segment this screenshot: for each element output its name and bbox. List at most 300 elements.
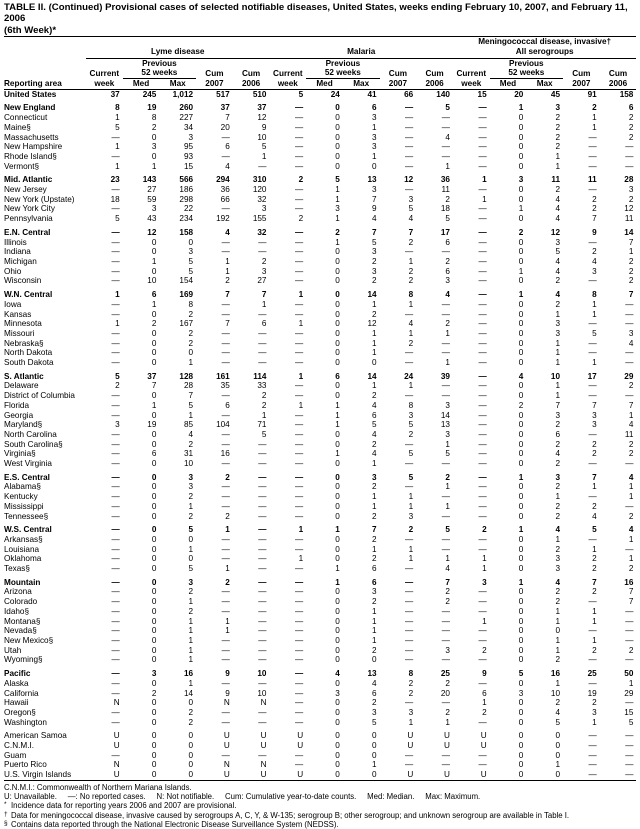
reporting-area-cell: Vermont§ [4,161,40,171]
mening-current-week-cell: — [478,459,487,469]
lyme-cum-2007-cell: 1 [225,616,230,626]
malaria-max-cell: 5 [371,717,377,727]
malaria-cum-2006-cell: 1 [445,501,450,511]
malaria-cum-2007-cell: 1 [408,381,414,391]
malaria-cum-2006-cell: 2 [445,472,450,482]
lyme-max-cell: 169 [179,290,194,300]
mening-med-cell: 1 [518,266,524,276]
lyme-cum-2007-cell: — [221,459,230,469]
malaria-cum-2006-cell: — [441,459,450,469]
lyme-current-week-cell: 23 [110,175,120,185]
mening-max-cell: 1 [555,358,560,368]
header-cum: Cum [242,68,261,78]
malaria-current-week-cell: — [294,501,304,511]
header-previous: Previous [509,58,544,68]
lyme-max-cell: 3 [188,247,194,257]
lyme-max-cell: 1 [188,544,194,554]
malaria-cum-2006-cell: 1 [445,717,450,727]
table-row [4,636,636,646]
reporting-area-cell: Texas§ [4,564,30,574]
lyme-cum-2006-cell: — [258,577,267,587]
malaria-cum-2007-cell: 8 [408,290,414,300]
mening-med-cell: 20 [514,89,524,99]
mening-cum-2007-cell: 3 [592,410,597,420]
table-row [4,185,636,195]
reporting-area-cell: Arizona [4,587,32,597]
mening-cum-2006-cell: 29 [624,371,634,381]
malaria-med-cell: 1 [335,410,340,420]
region-row [4,228,636,238]
mening-current-week-cell: — [478,636,487,645]
mening-max-cell: 4 [555,266,560,276]
mening-cum-2007-cell: 2 [592,439,597,449]
lyme-cum-2006-cell: — [258,237,267,247]
header-max: Max [159,79,196,90]
lyme-cum-2006-cell: 2 [261,400,267,410]
malaria-med-cell: 1 [335,237,340,247]
malaria-current-week-cell: — [294,606,304,616]
malaria-current-week-cell: — [294,678,304,688]
malaria-max-cell: 1 [371,636,377,645]
reporting-area-cell: New Mexico§ [4,636,54,645]
malaria-current-week-cell: 2 [298,175,304,185]
mening-cum-2007-cell: 25 [587,669,597,679]
malaria-cum-2006-cell: 2 [445,319,450,329]
lyme-med-cell: 0 [151,338,157,348]
lyme-cum-2007-cell: 4 [225,227,230,237]
mening-current-week-cell: — [478,492,487,502]
lyme-max-cell: 566 [179,175,194,185]
mening-max-cell: 10 [550,688,560,698]
mening-max-cell: 2 [555,501,560,511]
reporting-area-cell: Florida [4,400,30,410]
lyme-med-cell: 0 [151,358,157,368]
mening-max-cell: 1 [555,338,560,348]
mening-max-cell: 1 [555,606,560,616]
lyme-med-cell: 27 [147,185,157,195]
malaria-cum-2007-cell: 12 [404,175,414,185]
disease-table [4,36,636,781]
malaria-current-week-cell: — [294,358,304,368]
lyme-cum-2007-cell: 16 [220,449,230,459]
lyme-cum-2006-cell: — [258,525,267,535]
reporting-area-cell: Nevada§ [4,626,37,636]
malaria-current-week-cell: 1 [298,400,304,410]
malaria-cum-2007-cell: — [405,459,414,469]
lyme-cum-2006-cell: N [260,760,267,770]
header-2007: 2007 [563,79,600,90]
mening-med-cell: 1 [518,290,524,300]
lyme-cum-2006-cell: 1 [261,410,267,420]
malaria-max-cell: 1 [371,122,377,132]
mening-med-cell: 0 [518,299,524,309]
malaria-cum-2007-cell: 1 [408,501,414,511]
lyme-current-week-cell: U [86,770,123,780]
lyme-current-week-cell: — [111,678,120,688]
mening-cum-2007-cell: — [563,770,600,780]
footnote-star: * Incidence data for reporting years 2006 and 2007 are provisional. [4,801,237,811]
lyme-cum-2006-cell: — [258,636,267,645]
lyme-med-cell: 10 [147,276,157,286]
mening-med-cell: 0 [518,587,524,597]
mening-max-cell: 1 [555,151,560,161]
malaria-cum-2006-cell: 5 [445,525,450,535]
reporting-area-cell: West Virginia [4,459,52,469]
footnote-cnmi: C.N.M.I.: Commonwealth of Northern Mariana Islands. [4,782,192,792]
lyme-cum-2007-cell: — [221,237,230,247]
lyme-cum-2006-cell: — [258,492,267,502]
malaria-med-cell: 0 [335,309,340,319]
malaria-cum-2007-cell: — [405,161,414,171]
malaria-cum-2007-cell: — [405,358,414,368]
lyme-med-cell: 0 [151,472,157,482]
lyme-cum-2006-cell: 1 [261,151,267,161]
header-week: week [453,79,490,90]
lyme-med-cell: 0 [151,616,157,626]
reporting-area-cell: Ohio [4,266,22,276]
lyme-current-week-cell: 1 [115,142,120,152]
mening-cum-2006-cell: — [625,760,634,770]
mening-cum-2006-cell: 3 [628,328,634,338]
lyme-med-cell: 0 [151,636,157,645]
lyme-max-cell: 0 [159,770,196,780]
lyme-max-cell: 3 [188,132,194,142]
lyme-med-cell: 0 [151,717,157,727]
table-row [4,123,636,133]
mening-cum-2006-cell: 14 [624,227,634,237]
mening-max-cell: 45 [550,89,560,99]
mening-max-cell: 4 [555,525,560,535]
mening-cum-2007-cell: 7 [592,400,597,410]
malaria-med-cell: 0 [335,750,340,760]
table-row [4,411,636,421]
table-row [4,741,636,751]
malaria-max-cell: 2 [371,391,377,401]
malaria-current-week-cell: — [294,544,304,554]
table-row [4,339,636,349]
mening-cum-2006-cell: 158 [619,89,634,99]
mening-med-cell: 0 [518,717,524,727]
malaria-max-cell: 3 [371,266,377,276]
mening-max-cell: 0 [555,741,560,751]
lyme-cum-2007-cell: 1 [225,564,230,574]
header-blank [4,58,86,68]
mening-cum-2007-cell: 2 [592,564,597,574]
lyme-cum-2006-cell: 10 [257,132,267,142]
reporting-area-cell: New England [4,103,56,113]
malaria-cum-2007-cell: 1 [408,299,414,309]
malaria-cum-2007-cell: 4 [408,214,414,224]
mening-max-cell: 2 [555,299,560,309]
lyme-current-week-cell: — [111,688,120,698]
header-2006: 2006 [600,79,637,90]
header-2007: 2007 [196,79,233,90]
mening-med-cell: 0 [518,511,524,521]
mening-med-cell: 0 [518,276,524,286]
table-row [4,430,636,440]
lyme-cum-2006-cell: — [258,597,267,607]
malaria-cum-2006-cell: 11 [441,185,450,195]
lyme-max-cell: 5 [188,256,194,266]
mening-cum-2006-cell: 2 [628,276,634,286]
mening-max-cell: 2 [555,597,560,607]
mening-cum-2006-cell: 15 [624,707,634,717]
malaria-cum-2007-cell: — [405,348,414,358]
mening-max-cell: 0 [555,750,560,760]
malaria-med-cell: 0 [335,338,340,348]
mening-cum-2006-cell: 7 [628,237,634,247]
malaria-max-cell: 6 [371,688,377,698]
mening-cum-2006-cell: 1 [628,482,634,492]
lyme-med-cell: 7 [151,381,157,391]
mening-current-week-cell: — [478,717,487,727]
table-row [4,276,636,286]
malaria-cum-2007-cell: 4 [408,319,414,329]
lyme-cum-2007-cell: — [221,429,230,439]
malaria-cum-2006-cell: — [441,616,450,626]
malaria-cum-2007-cell: — [405,606,414,616]
mening-max-cell: 2 [555,420,560,430]
mening-max-cell: 3 [555,237,560,247]
lyme-cum-2006-cell: — [258,449,267,459]
lyme-cum-2007-cell: — [221,348,230,358]
lyme-cum-2007-cell: — [221,636,230,645]
mening-med-cell: 0 [518,122,524,132]
malaria-cum-2006-cell: 6 [445,237,450,247]
mening-cum-2007-cell: 2 [592,698,597,708]
header-week: week [269,79,306,90]
lyme-cum-2006-cell: 33 [257,381,267,391]
malaria-med-cell: 0 [335,616,340,626]
mening-med-cell: 0 [518,132,524,142]
table-row [4,731,636,741]
lyme-cum-2007-cell: 1 [225,256,230,266]
header-blank [380,58,417,68]
mening-med-cell: 0 [518,482,524,492]
lyme-max-cell: 186 [179,185,194,195]
lyme-current-week-cell: — [111,256,120,266]
table-row [4,162,636,172]
malaria-max-cell: 1 [371,338,377,348]
mening-med-cell: 0 [518,410,524,420]
lyme-med-cell: 0 [151,429,157,439]
mening-cum-2006-cell: 7 [628,290,634,300]
lyme-cum-2006-cell: 10 [257,669,267,679]
mening-med-cell: 0 [518,606,524,616]
mening-med-cell: 0 [518,247,524,257]
malaria-med-cell: 0 [335,587,340,597]
malaria-cum-2006-cell: 17 [440,227,450,237]
malaria-max-cell: 6 [371,103,377,113]
mening-cum-2006-cell: — [625,309,634,319]
malaria-cum-2006-cell: — [441,113,450,123]
malaria-current-week-cell: — [294,482,304,492]
mening-cum-2006-cell: — [625,606,634,616]
header-cum: Cum [388,68,407,78]
header-max: Max [526,79,563,90]
mening-max-cell: 4 [555,577,560,587]
mening-max-cell: 3 [555,328,560,338]
malaria-max-cell: 2 [371,256,377,266]
reporting-area-cell: Massachusetts [4,132,59,142]
mening-med-cell: 0 [518,151,524,161]
header-blank [269,58,306,68]
malaria-cum-2007-cell: — [405,309,414,319]
malaria-cum-2007-cell: 3 [408,511,414,521]
region-row [4,473,636,483]
lyme-cum-2007-cell: — [221,358,230,368]
lyme-med-cell: 0 [151,655,157,665]
mening-med-cell: 0 [518,391,524,401]
mening-cum-2006-cell: — [625,161,634,171]
lyme-med-cell: 0 [151,597,157,607]
malaria-cum-2006-cell: 4 [445,564,450,574]
reporting-area-cell: Oregon§ [4,707,36,717]
mening-cum-2007-cell: 1 [592,717,597,727]
lyme-max-cell: 4 [188,429,194,439]
mening-current-week-cell: — [478,309,487,319]
mening-cum-2007-cell: — [588,132,597,142]
lyme-cum-2006-cell: 155 [252,214,267,224]
lyme-cum-2006-cell: U [260,731,267,741]
mening-cum-2007-cell: 5 [592,525,597,535]
mening-cum-2006-cell: — [625,299,634,309]
lyme-current-week-cell: — [111,400,120,410]
table-row [4,142,636,152]
lyme-current-week-cell: — [111,482,120,492]
reporting-area-cell: New York (Upstate) [4,194,75,204]
lyme-max-cell: 1 [188,645,194,655]
mening-med-cell: 0 [518,501,524,511]
lyme-cum-2007-cell: — [221,204,230,214]
malaria-cum-2007-cell: U [407,741,414,751]
lyme-med-cell: 0 [151,698,157,708]
lyme-max-cell: 2 [188,338,194,348]
lyme-current-week-cell: — [111,554,120,564]
malaria-current-week-cell: 1 [298,525,304,535]
mening-med-cell: 2 [518,227,524,237]
header-max: Max [343,79,380,90]
malaria-max-cell: 1 [371,606,377,616]
malaria-cum-2007-cell: — [405,185,414,195]
malaria-cum-2006-cell: 1 [445,482,450,492]
malaria-current-week-cell: — [294,429,304,439]
malaria-max-cell: 2 [371,276,377,286]
lyme-max-cell: 0 [188,750,194,760]
malaria-max-cell: 2 [371,534,377,544]
malaria-med-cell: 0 [335,151,340,161]
reporting-area-cell: New York City [4,204,55,214]
lyme-med-cell: 0 [151,750,157,760]
malaria-cum-2007-cell: — [405,564,414,574]
malaria-med-cell: 1 [335,420,340,430]
malaria-cum-2006-cell: 18 [440,204,450,214]
malaria-max-cell: 13 [367,669,377,679]
mening-current-week-cell: — [478,161,487,171]
malaria-max-cell: 0 [371,358,377,368]
mening-cum-2006-cell: — [625,741,634,751]
mening-cum-2007-cell: 2 [592,501,597,511]
mening-med-cell: 0 [518,544,524,554]
mening-cum-2007-cell: — [588,338,597,348]
lyme-current-week-cell: — [111,132,120,142]
lyme-med-cell: 1 [151,299,157,309]
reporting-area-cell: Rhode Island§ [4,151,57,161]
mening-med-cell: 5 [518,669,524,679]
group-header-malaria: Malaria [269,37,452,57]
table-row [4,152,636,162]
malaria-max-cell: 3 [371,707,377,717]
malaria-max-cell: 6 [371,410,377,420]
mening-med-cell: 0 [518,338,524,348]
malaria-current-week-cell: 1 [298,290,304,300]
lyme-current-week-cell: — [111,626,120,636]
mening-current-week-cell: — [478,606,487,616]
header-current: Current [273,68,303,78]
lyme-cum-2007-cell: — [221,439,230,449]
malaria-cum-2007-cell: 2 [408,338,414,348]
mening-max-cell: 2 [555,655,560,665]
lyme-current-week-cell: — [111,266,120,276]
mening-cum-2007-cell: 9 [592,227,597,237]
malaria-max-cell: 0 [371,655,377,665]
malaria-current-week-cell: 2 [298,214,304,224]
lyme-current-week-cell: — [111,429,120,439]
reporting-area-cell: Colorado [4,597,38,607]
mening-med-cell: 0 [518,194,524,204]
malaria-med-cell: 0 [335,459,340,469]
mening-current-week-cell: — [478,626,487,636]
lyme-max-cell: 2 [188,309,194,319]
header-cum: Cum [205,68,224,78]
mening-med-cell: 0 [518,534,524,544]
lyme-med-cell: 37 [147,371,157,381]
mening-cum-2007-cell: 7 [592,214,597,224]
lyme-cum-2007-cell: 1 [225,626,230,636]
header-med: Med [490,79,527,90]
malaria-cum-2007-cell: 2 [408,688,414,698]
lyme-med-cell: 0 [151,577,157,587]
malaria-max-cell: 0 [371,161,377,171]
malaria-current-week-cell: — [294,227,304,237]
malaria-current-week-cell: U [297,741,304,751]
reporting-area-cell: E.S. Central [4,472,50,482]
mening-cum-2006-cell: 11 [624,214,634,224]
lyme-med-cell: 0 [151,492,157,502]
malaria-max-cell: 1 [371,151,377,161]
lyme-cum-2007-cell: N [223,698,230,708]
table-header [4,37,636,90]
malaria-max-cell: 0 [371,731,377,741]
lyme-current-week-cell: 5 [115,214,120,224]
mening-cum-2007-cell: 1 [592,309,597,319]
header-blank [600,58,637,68]
malaria-max-cell: 1 [371,381,377,391]
reporting-area-cell: Iowa [4,299,22,309]
table-row [4,300,636,310]
malaria-current-week-cell: 1 [298,554,304,564]
malaria-cum-2006-cell: — [441,247,450,257]
lyme-cum-2006-cell: 6 [261,319,267,329]
malaria-med-cell: 0 [335,492,340,502]
mening-current-week-cell: — [478,204,487,214]
mening-cum-2006-cell: 3 [628,185,634,195]
lyme-med-cell: 0 [151,247,157,257]
footnote-legend: U: Unavailable. —: No reported cases. N: Not notifiable. Cum: Cumulative year-to-date counts. Med: Median. Max: Maximum. [4,792,481,802]
malaria-current-week-cell: U [297,731,304,741]
mening-med-cell: 0 [518,237,524,247]
mening-max-cell: 4 [555,214,560,224]
